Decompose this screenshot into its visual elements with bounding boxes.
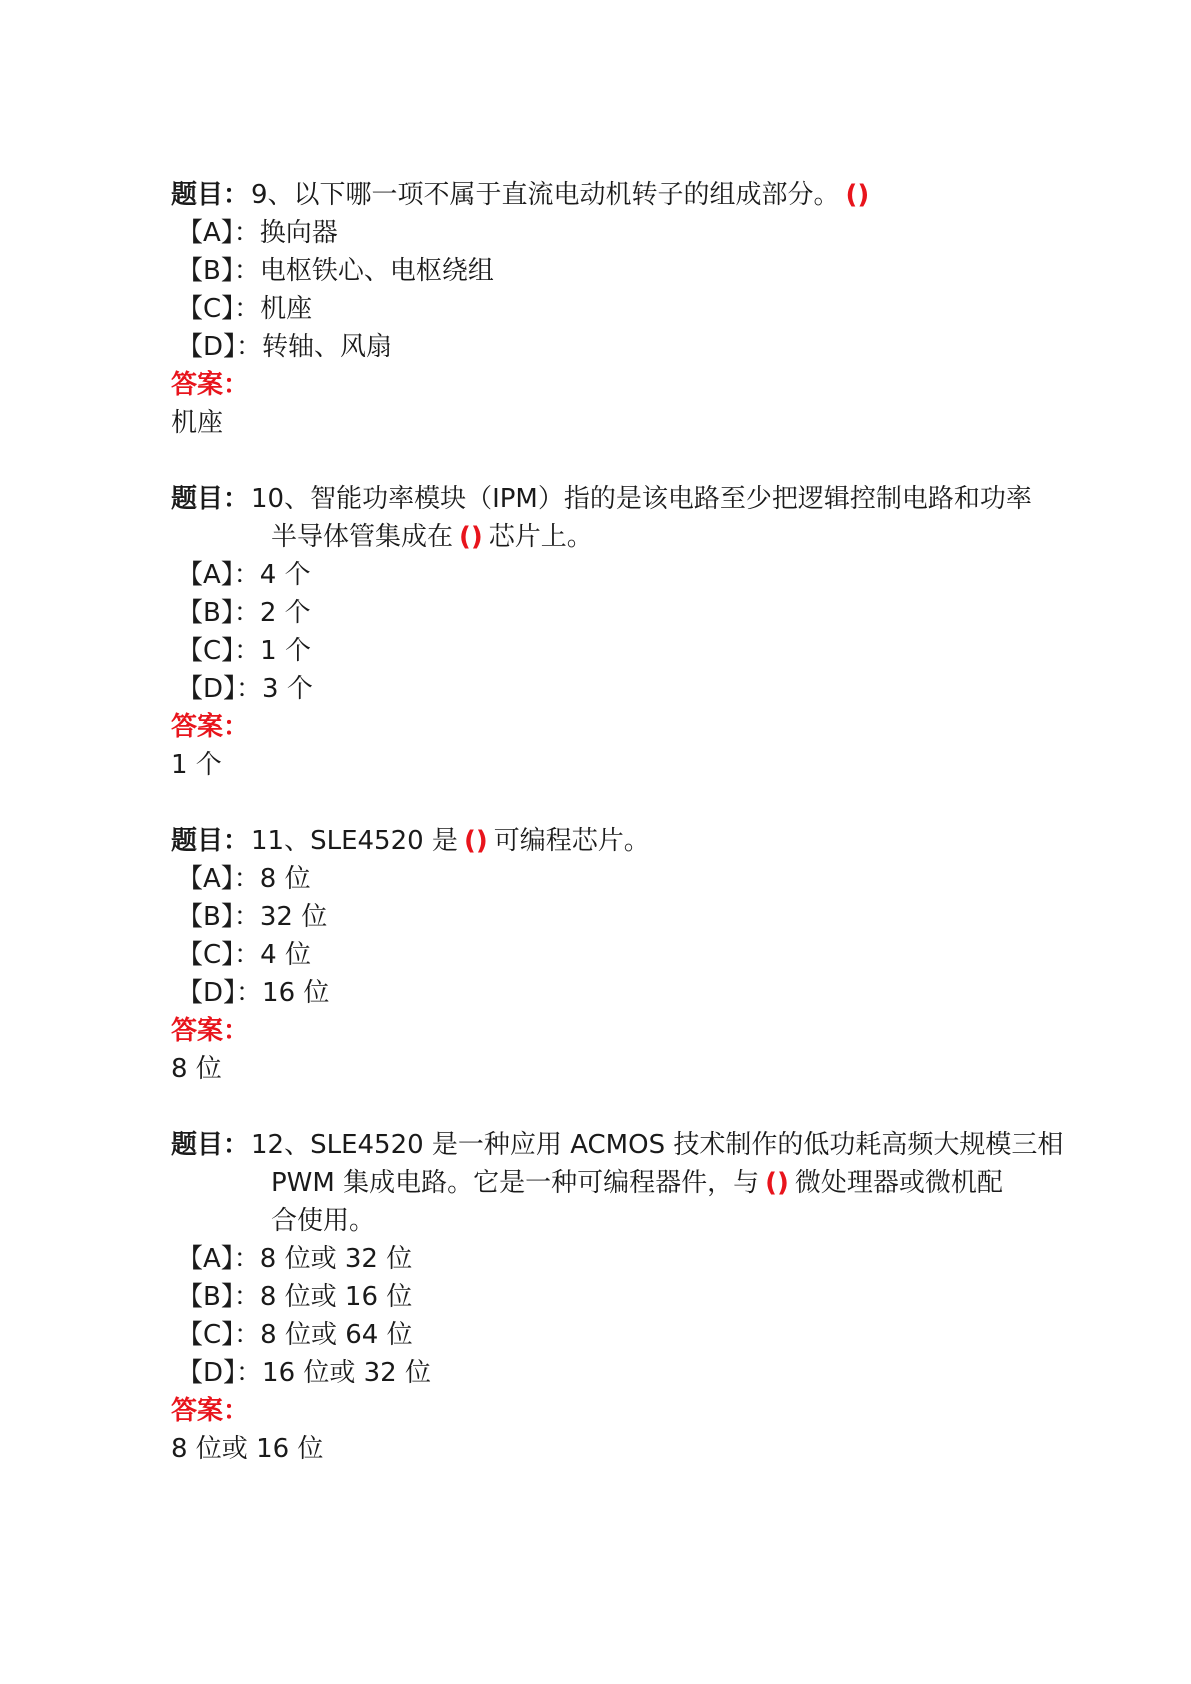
- question-block: [171, 480, 1091, 784]
- blank-parentheses: (): [845, 180, 870, 210]
- question-label: 题目：: [171, 484, 250, 514]
- question-text: 12、SLE4520 是一种应用 ACMOS 技术制作的低功耗高频大规模三相: [251, 1130, 1064, 1160]
- option-a: 【A】：8 位或 32 位: [177, 1244, 413, 1274]
- question-block: [171, 176, 1091, 442]
- answer-text: 1 个: [171, 750, 222, 780]
- option-d: 【D】：3 个: [177, 674, 313, 704]
- option-a: 【A】：换向器: [177, 218, 338, 248]
- option-d: 【D】：16 位或 32 位: [177, 1358, 431, 1388]
- question-block: [171, 822, 1091, 1088]
- answer-label: 答案：: [171, 1016, 250, 1046]
- answer-text: 机座: [171, 408, 224, 438]
- question-line: [171, 176, 1091, 214]
- option-c: 【C】：4 位: [177, 940, 311, 970]
- option-a: 【A】：8 位: [177, 864, 311, 894]
- option-b: 【B】：2 个: [177, 598, 311, 628]
- question-block: [171, 1126, 1091, 1468]
- question-text: 9、以下哪一项不属于直流电动机转子的组成部分。 (): [251, 176, 875, 214]
- option-c: 【C】：8 位或 64 位: [177, 1320, 413, 1350]
- question-label: 题目：: [171, 180, 250, 210]
- option-d: 【D】：转轴、风扇: [177, 332, 393, 362]
- answer-text: 8 位: [171, 1054, 222, 1084]
- option-d: 【D】：16 位: [177, 978, 330, 1008]
- question-label: 题目：: [171, 826, 250, 856]
- option-c: 【C】：1 个: [177, 636, 311, 666]
- question-line: [171, 480, 1091, 518]
- answer-text: 8 位或 16 位: [171, 1434, 324, 1464]
- question-text: 11、SLE4520 是 () 可编程芯片。: [251, 826, 650, 856]
- blank-parentheses: (): [463, 826, 488, 856]
- question-text-continued: PWM 集成电路。它是一种可编程器件，与 () 微处理器或微机配: [271, 1168, 1003, 1198]
- question-text-continued: 半导体管集成在 () 芯片上。: [271, 522, 593, 552]
- blank-parentheses: (): [459, 522, 483, 552]
- question-text: 10、智能功率模块（IPM）指的是该电路至少把逻辑控制电路和功率: [251, 484, 1032, 514]
- option-b: 【B】：8 位或 16 位: [177, 1282, 413, 1312]
- option-b: 【B】：电枢铁心、电枢绕组: [177, 256, 494, 286]
- option-c: 【C】：机座: [177, 294, 313, 324]
- option-b: 【B】：32 位: [177, 902, 328, 932]
- answer-label: 答案：: [171, 1396, 250, 1426]
- question-text-continued: 合使用。: [271, 1206, 376, 1236]
- question-label: 题目：: [171, 1130, 250, 1160]
- question-line: [171, 822, 1091, 860]
- answer-label: 答案：: [171, 370, 250, 400]
- blank-parentheses: (): [765, 1168, 789, 1198]
- answer-label: 答案：: [171, 712, 250, 742]
- option-a: 【A】：4 个: [177, 560, 311, 590]
- question-line: [171, 1126, 1091, 1164]
